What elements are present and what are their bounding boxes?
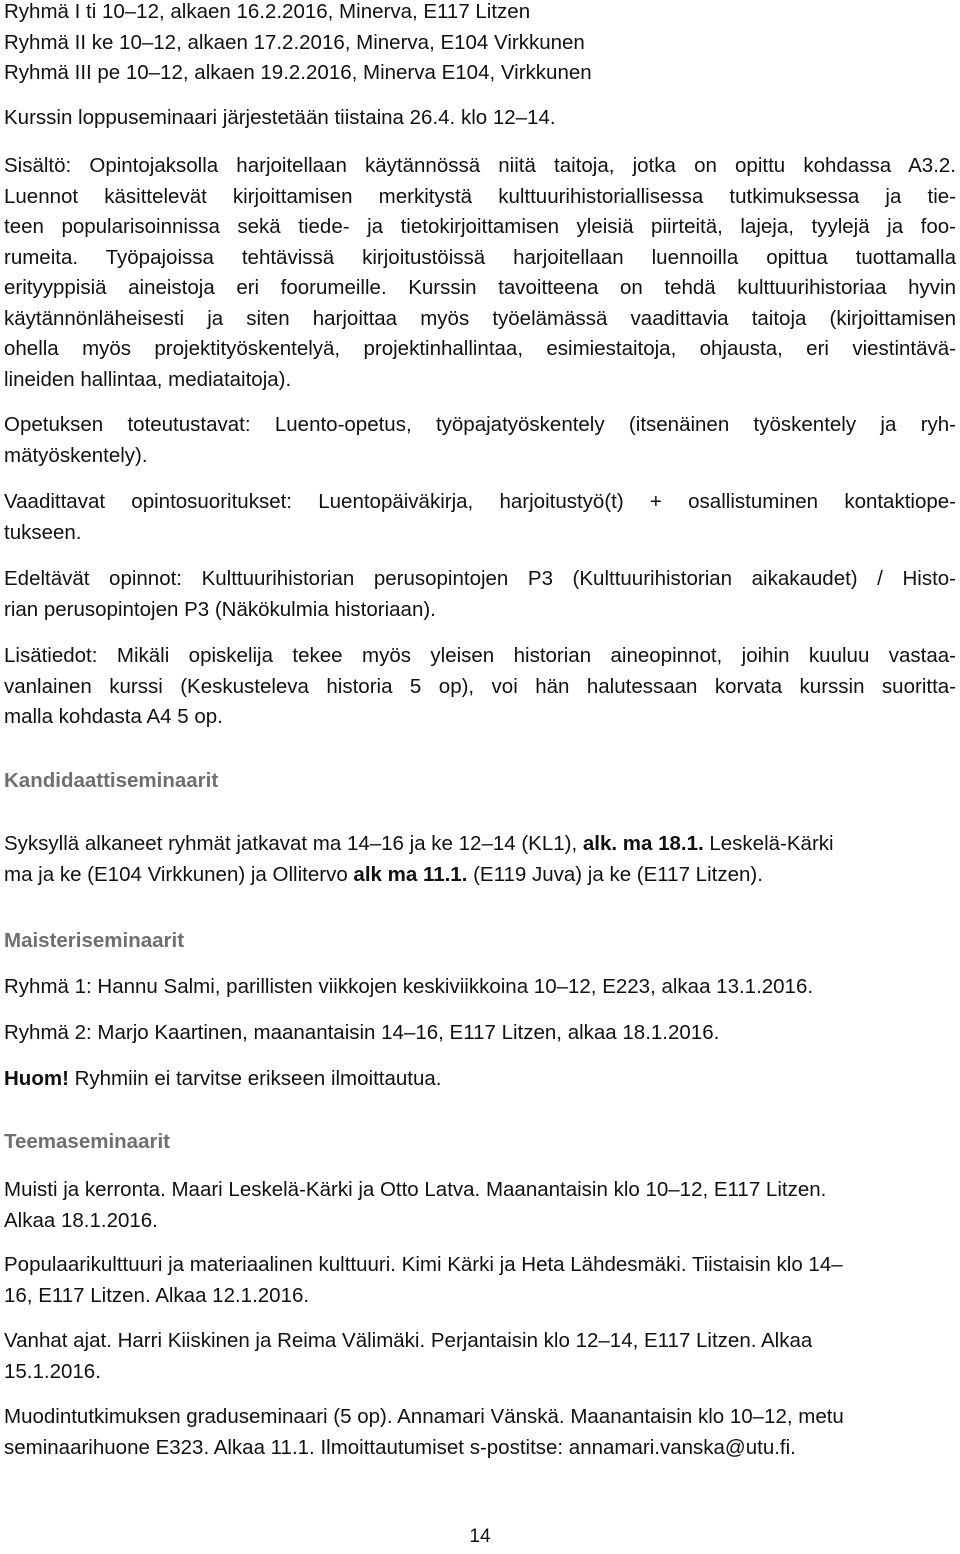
group-line: Ryhmä II ke 10–12, alkaen 17.2.2016, Minerva, E104 Virkkunen bbox=[4, 30, 585, 54]
text-line: Luennot käsittelevät kirjoittamisen merkitystä kulttuurihistoriallisessa tutkimuksessa ja tie- bbox=[4, 184, 956, 208]
text-line: Sisältö: Opintojaksolla harjoitellaan käytännössä niitä taitoja, jotka on opittu kohdassa A3.2. bbox=[4, 154, 956, 177]
text-line: lineiden hallintaa, mediataitoja). bbox=[4, 367, 292, 391]
maisteri-group-1: Ryhmä 1: Hannu Salmi, parillisten viikkojen keskiviikkoina 10–12, E223, alkaa 13.1.2016. bbox=[4, 975, 814, 998]
kandidaatti-text: Syksyllä alkaneet ryhmät jatkavat ma 14–16 ja ke 12–14 (KL1), alk. ma 18.1. Leskelä-Kärki ma ja ke (E104 Virkkunen) ja Ollitervo alk ma 11.1. (E119 Juva) ja ke (E117 Litzen). bbox=[4, 832, 834, 886]
text-line: rumeita. Työpajoissa tehtävissä kirjoitustöissä harjoitellaan luennoilla opittua tuottamalla bbox=[4, 245, 956, 269]
final-seminar: Kurssin loppuseminaari järjestetään tiistaina 26.4. klo 12–14. bbox=[4, 106, 556, 129]
group-schedule bbox=[4, 0, 956, 89]
section-heading-teema: Teemaseminaarit bbox=[4, 1130, 170, 1153]
text-line: teen popularisoinnissa sekä tiede- ja tietokirjoittamisen yleisiä piirteitä, lajeja, tyylejä ja foo- bbox=[4, 215, 956, 238]
teema-item: Muodintutkimuksen graduseminaari (5 op). Annamari Vänskä. Maanantaisin klo 10–12, metu seminaarihuone E323. Alkaa 11.1. Ilmoittautumiset s-postitse: annamari.vanska@utu.fi. bbox=[4, 1405, 844, 1459]
teema-item: Muisti ja kerronta. Maari Leskelä-Kärki ja Otto Latva. Maanantaisin klo 10–12, E117 Litzen. Alkaa 18.1.2016. bbox=[4, 1178, 827, 1232]
prerequisites: Edeltävät opinnot: Kulttuurihistorian perusopintojen P3 (Kulttuurihistorian aikakaudet) / Histo- rian perusopintojen P3 (Näkökulmia historiaan). bbox=[4, 567, 956, 621]
section-heading-kandidaatti: Kandidaattiseminaarit bbox=[4, 769, 219, 792]
maisteri-note: Huom! Ryhmiin ei tarvitse erikseen ilmoittautua. bbox=[4, 1067, 442, 1090]
maisteri-group-2: Ryhmä 2: Marjo Kaartinen, maanantaisin 14–16, E117 Litzen, alkaa 18.1.2016. bbox=[4, 1021, 720, 1044]
group-line: Ryhmä III pe 10–12, alkaen 19.2.2016, Minerva E104, Virkkunen bbox=[4, 61, 592, 84]
teaching-methods: Opetuksen toteutustavat: Luento-opetus, työpajatyöskentely (itsenäinen työskentely ja ryh- mätyöskentely). bbox=[4, 413, 956, 467]
section-heading-maisteri: Maisteriseminaarit bbox=[4, 929, 185, 952]
text-line: käytännönläheisesti ja siten harjoittaa myös työelämässä vaadittavia taitoja (kirjoittamisen bbox=[4, 306, 956, 330]
course-content bbox=[4, 151, 956, 395]
teema-item: Vanhat ajat. Harri Kiiskinen ja Reima Välimäki. Perjantaisin klo 12–14, E117 Litzen. Alkaa 15.1.2016. bbox=[4, 1329, 813, 1383]
text-line: erityyppisiä aineistoja eri foorumeille. Kurssin tavoitteena on tehdä kulttuurihistoriaa hyvin bbox=[4, 276, 956, 299]
additional-info: Lisätiedot: Mikäli opiskelija tekee myös yleisen historian aineopinnot, joihin kuuluu vastaa- vanlainen kurssi (Keskusteleva historia 5 op), voi hän halutessaan korvata kurssin suoritta- malla kohdasta A4 5 op. bbox=[4, 644, 956, 728]
teema-item: Populaarikulttuuri ja materiaalinen kulttuuri. Kimi Kärki ja Heta Lähdesmäki. Tiistaisin klo 14– 16, E117 Litzen. Alkaa 12.1.2016. bbox=[4, 1253, 843, 1307]
text-line: ohella myös projektityöskentelyä, projektinhallintaa, esimiestaitoja, ohjausta, eri viestintävä- bbox=[4, 337, 956, 360]
group-line: Ryhmä I ti 10–12, alkaen 16.2.2016, Minerva, E117 Litzen bbox=[4, 0, 531, 23]
page-number: 14 bbox=[469, 1526, 491, 1547]
requirements: Vaadittavat opintosuoritukset: Luentopäiväkirja, harjoitustyö(t) + osallistuminen kontaktiope- tukseen. bbox=[4, 490, 956, 544]
